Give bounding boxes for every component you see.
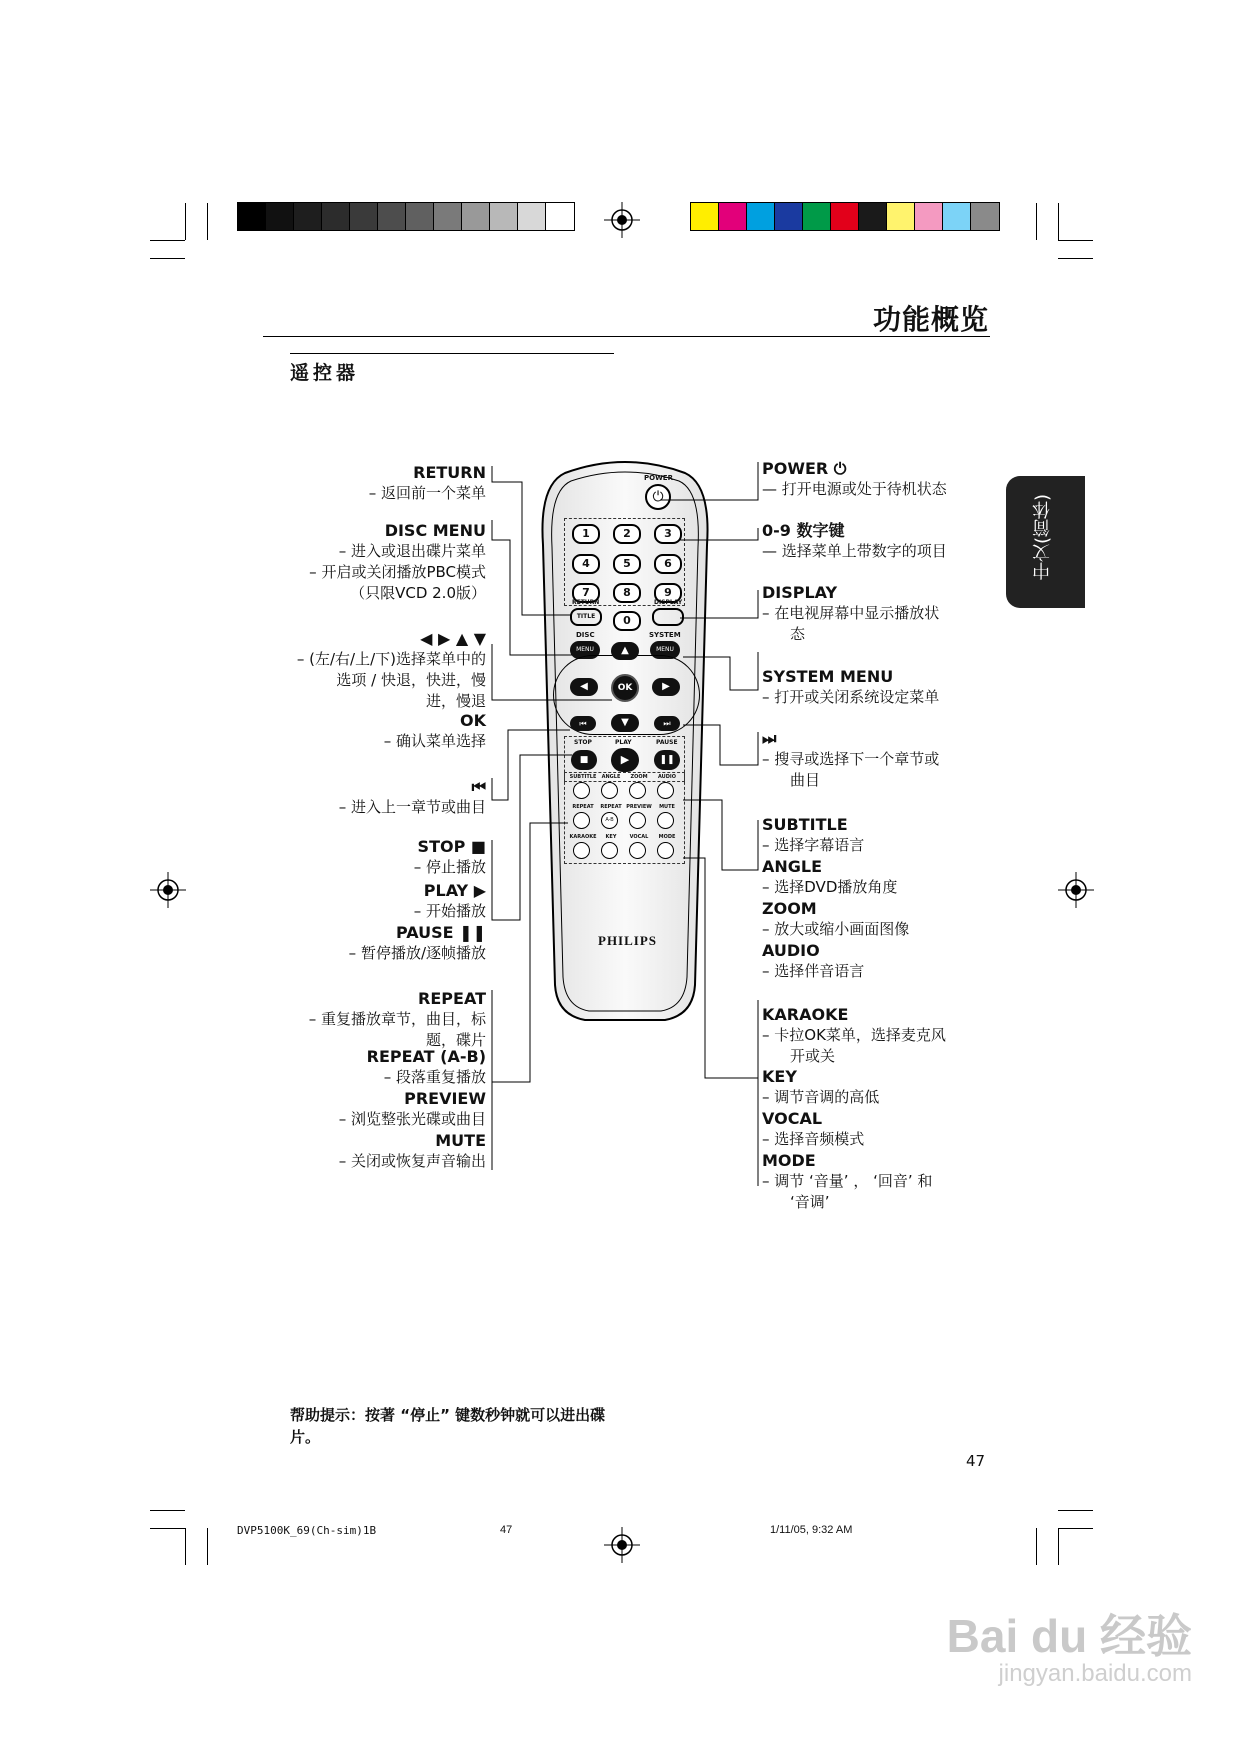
callout-title: REPEAT (A-B) xyxy=(366,1047,486,1066)
callout-text: – 进入上一章节或曲目 xyxy=(338,798,486,816)
title-button[interactable]: TITLE xyxy=(570,608,602,626)
footer-file: DVP5100K_69(Ch-sim)1B xyxy=(237,1524,377,1537)
callout-title: MUTE xyxy=(435,1131,486,1150)
play-label: PLAY xyxy=(615,739,632,746)
callout-text: – 进入或退出碟片菜单 xyxy=(338,542,486,560)
callout-title: SUBTITLE xyxy=(762,815,848,834)
callout-text: 进，慢退 xyxy=(425,692,486,710)
pause-button[interactable]: ❚❚ xyxy=(654,750,680,770)
callout-text: – 卡拉OK菜单，选择麦克风 xyxy=(762,1026,946,1044)
callout-title: MODE xyxy=(762,1151,816,1170)
number-key-3[interactable]: 3 xyxy=(654,524,682,544)
callout-text: – 返回前一个菜单 xyxy=(368,484,486,502)
section-heading: 遥控器 xyxy=(290,362,360,384)
disc-menu-button[interactable]: MENU xyxy=(570,641,600,659)
callout-title: PAUSE ❚❚ xyxy=(396,923,486,942)
vocal-label: VOCAL xyxy=(629,834,649,840)
callout-text: – (左/右/上/下)选择菜单中的 xyxy=(296,650,486,668)
left-button[interactable]: ◀ xyxy=(570,678,598,696)
callout-title: AUDIO xyxy=(762,941,820,960)
callout-title: POWER ⏻ xyxy=(762,459,847,478)
callout-text: 态 xyxy=(790,625,806,643)
mode-label: MODE xyxy=(658,834,676,840)
stop-label: STOP xyxy=(574,739,592,746)
up-button[interactable]: ▲ xyxy=(611,642,639,660)
callout-text: – 确认菜单选择 xyxy=(383,732,486,750)
callout-title: PREVIEW xyxy=(404,1089,486,1108)
callout-text: – 调节 ‘音量’ ， ‘回音’ 和 xyxy=(762,1172,933,1190)
callout-text: 开或关 xyxy=(790,1047,836,1065)
callout-text: – 段落重复播放 xyxy=(383,1068,486,1086)
ok-button[interactable]: OK xyxy=(611,674,639,702)
preview-label: PREVIEW xyxy=(626,804,652,810)
subtitle-label: SUBTITLE xyxy=(569,774,597,780)
number-key-1[interactable]: 1 xyxy=(572,524,600,544)
callout-title: ⏭ xyxy=(762,729,777,748)
callout-title: ◀ ▶ ▲ ▼ xyxy=(420,629,486,648)
callout-text: – 选择DVD播放角度 xyxy=(762,878,898,896)
number-key-5[interactable]: 5 xyxy=(613,554,641,574)
return-label: RETURN xyxy=(572,599,600,606)
callout-text: 曲目 xyxy=(790,771,821,789)
callout-title: STOP ■ xyxy=(417,837,486,856)
callout-title: OK xyxy=(460,711,486,730)
audio-label: AUDIO xyxy=(657,774,677,780)
callout-text: – 搜寻或选择下一个章节或 xyxy=(762,750,940,768)
right-button[interactable]: ▶ xyxy=(652,678,680,696)
callout-title: DISPLAY xyxy=(762,583,838,602)
callout-text: – 停止播放 xyxy=(413,858,486,876)
brand-logo: PHILIPS xyxy=(598,933,658,948)
prev-button[interactable]: ⏮ xyxy=(570,716,596,731)
callout-text: – 选择字幕语言 xyxy=(762,836,865,854)
power-label: POWER xyxy=(644,474,673,482)
next-button[interactable]: ⏭ xyxy=(654,716,680,731)
system-label: SYSTEM xyxy=(649,631,681,639)
repeat-label: REPEAT xyxy=(572,804,594,810)
callout-title: ANGLE xyxy=(762,857,823,876)
page-title: 功能概览 xyxy=(872,303,989,336)
number-key-8[interactable]: 8 xyxy=(613,583,641,603)
number-key-6[interactable]: 6 xyxy=(654,554,682,574)
zoom-label: ZOOM xyxy=(630,774,648,780)
key-label: KEY xyxy=(605,834,617,840)
down-button[interactable]: ▼ xyxy=(611,714,639,732)
karaoke-label: KARAOKE xyxy=(569,834,597,840)
callout-text: 选项 / 快退，快进，慢 xyxy=(336,671,486,689)
repeat-ab-label: REPEAT xyxy=(600,804,622,810)
mute-label: MUTE xyxy=(659,804,675,810)
callout-text: ‘音调’ xyxy=(790,1193,830,1211)
footer-date: 1/11/05, 9:32 AM xyxy=(770,1524,853,1536)
angle-label: ANGLE xyxy=(601,774,621,780)
callout-text: — 打开电源或处于待机状态 xyxy=(762,480,947,498)
callout-text: – 打开或关闭系统设定菜单 xyxy=(762,688,940,706)
callout-text: – 调节音调的高低 xyxy=(762,1088,880,1106)
callout-title: ZOOM xyxy=(762,899,817,918)
disc-label: DISC xyxy=(576,631,595,639)
callout-text: – 选择伴音语言 xyxy=(762,962,865,980)
callout-title: RETURN xyxy=(413,463,486,482)
number-key-4[interactable]: 4 xyxy=(572,554,600,574)
stop-button[interactable]: ■ xyxy=(571,750,597,770)
callout-text: – 关闭或恢复声音输出 xyxy=(338,1152,486,1170)
system-menu-button[interactable]: MENU xyxy=(650,641,680,659)
footer-page: 47 xyxy=(500,1524,513,1536)
callout-title: 0-9 数字键 xyxy=(762,521,845,540)
callout-text: – 在电视屏幕中显示播放状 xyxy=(762,604,940,622)
number-key-9[interactable]: 9 xyxy=(654,583,682,603)
callout-text: – 浏览整张光碟或曲目 xyxy=(338,1110,486,1128)
callout-title: VOCAL xyxy=(762,1109,823,1128)
number-key-7[interactable]: 7 xyxy=(572,583,600,603)
callout-text: 题，碟片 xyxy=(425,1031,486,1049)
number-key-2[interactable]: 2 xyxy=(613,524,641,544)
callout-text: – 暂停播放/逐帧播放 xyxy=(348,944,486,962)
number-key-0[interactable]: 0 xyxy=(613,611,641,631)
callout-text: （只限VCD 2.0版） xyxy=(350,584,486,602)
watermark-logo: Bai du 经验 xyxy=(946,1610,1192,1662)
callout-title: PLAY ▶ xyxy=(423,881,486,900)
display-label: DISPLAY xyxy=(654,599,683,606)
callout-title: ⏮ xyxy=(471,777,486,796)
play-button[interactable]: ▶ xyxy=(611,748,639,772)
callout-title: KEY xyxy=(762,1067,797,1086)
callout-title: REPEAT xyxy=(418,989,486,1008)
page-number: 47 xyxy=(966,1452,986,1470)
power-button[interactable]: ⏻ xyxy=(645,484,671,510)
callout-text: – 开启或关闭播放PBC模式 xyxy=(309,563,486,581)
callout-text: – 选择音频模式 xyxy=(762,1130,865,1148)
callout-text: – 开始播放 xyxy=(413,902,486,920)
repeat-ab-button[interactable]: A-B xyxy=(601,812,618,829)
callout-title: SYSTEM MENU xyxy=(762,667,894,686)
callout-text: – 放大或缩小画面图像 xyxy=(762,920,910,938)
callout-title: KARAOKE xyxy=(762,1005,849,1024)
help-tip: 帮助提示：按著 “停止” 键数秒钟就可以进出碟片。 xyxy=(290,1406,606,1446)
callout-text: – 重复播放章节，曲目，标 xyxy=(308,1010,486,1028)
callout-title: DISC MENU xyxy=(384,521,486,540)
pause-label: PAUSE xyxy=(656,739,678,746)
callout-text: — 选择菜单上带数字的项目 xyxy=(762,542,947,560)
watermark-url: jingyan.baidu.com xyxy=(998,1660,1192,1687)
language-tab-label: 中文(简体) xyxy=(1032,494,1053,581)
